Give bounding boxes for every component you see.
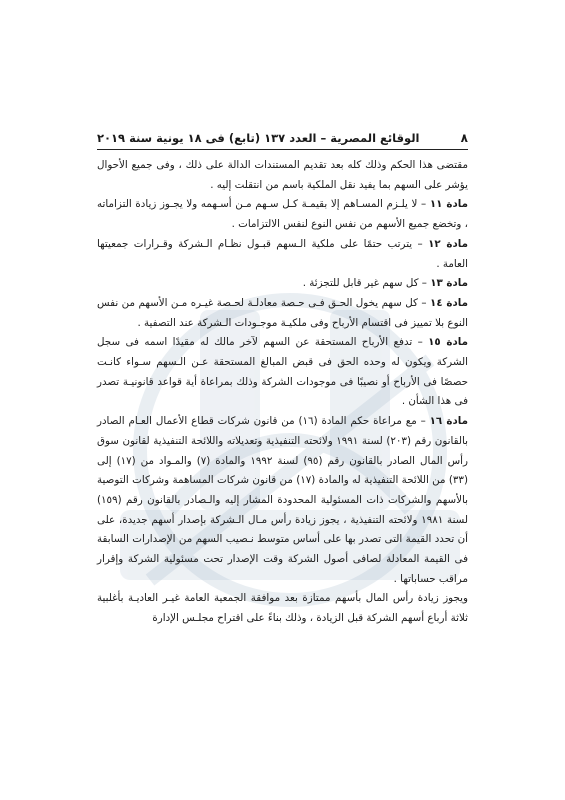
article-15: [97, 333, 468, 412]
article-16: [97, 412, 468, 589]
header-divider: [97, 149, 468, 150]
article-label: مادة ١٣: [430, 277, 468, 290]
article-label: مادة ١٤: [430, 296, 468, 309]
article-label: مادة ١٢: [428, 237, 468, 250]
page-number: ٨: [460, 131, 468, 145]
article-13: [97, 274, 468, 294]
article-text: – كل سهم غير قابل للتجزئة .: [302, 277, 431, 290]
article-label: مادة ١٦: [429, 415, 468, 428]
article-12: [97, 235, 468, 274]
article-text: – يترتب حتمًا على ملكية الـسهم قبـول نظـام الـشركة وقـرارات جمعيتها العامة .: [97, 237, 468, 270]
gazette-header-title: الوقائع المصرية – العدد ١٣٧ (تابع) فى ١٨ يونية سنة ٢٠١٩: [97, 131, 420, 145]
article-11: [97, 195, 468, 234]
article-label: مادة ١٥: [428, 336, 468, 349]
article-text: – لا يلـزم المسـاهم إلا بقيمـة كـل سـهم مـن أسـهمه ولا يجـوز زيادة التزاماته ، وتخضع جميع الأسهم من نفس النوع لنفس الالتزامات .: [97, 198, 468, 231]
article-text: – كل سهم يخول الحـق فـى حـصة معادلـة لحـصة غيـره مـن الأسهم من نفس النوع بلا تمييز فى اقتسام الأرباح وفى ملكيـة موجـودات الـشركة عند التصفية .: [97, 296, 468, 329]
document-body: [97, 156, 468, 629]
article-text: – تدفع الأرباح المستحقة عن السهم لآخر مالك له مقيدًا اسمه فى سجل الشركة ويكون له وحده الحق فى قبض المبالغ المستحقة عـن الـسهم سـواء كانـت حصصًا فى الأرباح أو نصيبًا فى موجودات الشركة وذلك بمراعاة أية قواعد قانونيـة تصدر فى هذا الشأن .: [97, 336, 468, 408]
article-label: مادة ١١: [429, 198, 468, 211]
article-14: [97, 294, 468, 333]
paragraph-capital-increase: ويجوز زيادة رأس المال بأسهم ممتازة بعد موافقة الجمعية العامة غيـر العاديـة بأغلبية ثلاثة أرباع أسهم الشركة قبل الزيادة ، وذلك بناءً على اقتراح مجلـس الإدارة: [97, 592, 468, 625]
page-header: [97, 128, 468, 148]
article-text: – مع مراعاة حكم المادة (١٦) من قانون شركات قطاع الأعمال العـام الصادر بالقانون رقم (٢٠٣) لسنة ١٩٩١ ولائحته التنفيذية وتعديلاته واللائحة التنفيذية لقانون سوق رأس المال الصادر بالقانون رقم (٩٥) لسنة ١٩٩٢ والمادة (٧) والمـواد من (١٧) إلى (٣٣) من اللائحة التنفيذية له والمادة (١٧) من قانون شركات المساهمة وشركات التوصية بالأسهم والشركات ذات المسئولية المحدودة المشار إليه والـصادر بالقانون رقم (١٥٩) لسنة ١٩٨١ ولائحته التنفيذية ، يجوز زيادة رأس مـال الـشركة بإصدار أسهم جديدة، على أن تحدد القيمة التى تصدر بها على أساس متوسط نـصيب السهم من الإصدارات السابقة فى القيمة المعادلة لصافى أصول الشركة وقت الإصدار تحت مسئولية الشركة وإقرار مراقب حساباتها .: [97, 415, 468, 585]
paragraph-intro: مقتضى هذا الحكم وذلك كله بعد تقديم المستندات الدالة على ذلك ، وفى جميع الأحوال يؤشر على السهم بما يفيد نقل الملكية باسم من انتقلت إليه .: [97, 159, 468, 191]
